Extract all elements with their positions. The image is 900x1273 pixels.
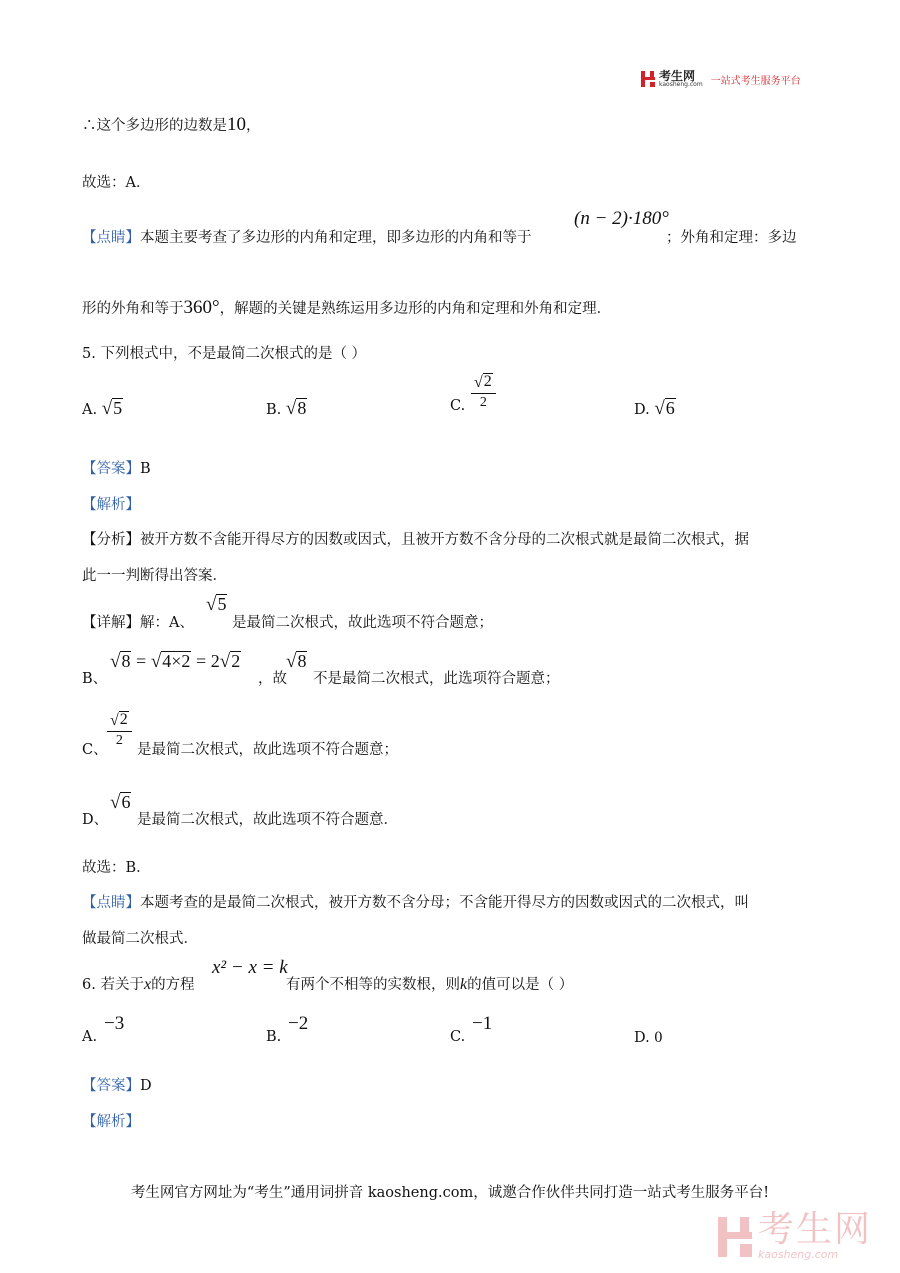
- q5-comment-line1: [82, 891, 749, 912]
- q6-answer-value: D: [140, 1078, 152, 1094]
- q6-stem-b: 的方程: [151, 977, 195, 993]
- q6-equation: x² − x = k: [212, 957, 288, 978]
- watermark-url: kaosheng.com: [758, 1248, 839, 1261]
- q5-detail-b-text: 不是最简二次根式，此选项符合题意；: [313, 671, 560, 687]
- q6-var-k: k: [460, 976, 468, 993]
- q5-comment-tag: 【点睛】: [82, 895, 140, 911]
- q5-detail-d-text: 是最简二次根式，故此选项不符合题意．: [137, 812, 398, 828]
- q4-comment-text-d: ，解题的关键是熟练运用多边形的内角和定理和外角和定理．: [219, 301, 612, 317]
- q4-formula-exterior: 360°: [183, 297, 220, 318]
- q5-stem: 5. 下列根式中，不是最简二次根式的是（ ）: [82, 346, 367, 362]
- q5-detail-a-radical: √ 5: [206, 593, 227, 615]
- q6-option-c-value: −1: [472, 1013, 493, 1034]
- q5-option-d-radical: √ 6: [654, 397, 675, 419]
- q4-formula-interior: [574, 208, 669, 230]
- q5-detail-c-num: 2: [119, 711, 128, 728]
- q6-stem-d: 的值可以是（ ）: [467, 977, 574, 993]
- q6-option-b-value: −2: [288, 1013, 309, 1034]
- q5-detail-a-prefix: 解：A、: [140, 615, 194, 631]
- q5-option-b-radical: √ 8: [285, 397, 307, 419]
- q6-var-x: x: [143, 976, 152, 993]
- q5-fenxi-tag: 【分析】: [82, 532, 140, 548]
- q4-comment-text-c: 形的外角和等于: [82, 301, 184, 317]
- q6-stem-a: 6. 若关于: [82, 977, 144, 993]
- header-slogan: 一站式考生服务平台: [710, 75, 801, 87]
- logo-icon: [641, 71, 655, 87]
- q4-comment-line1: [82, 226, 532, 247]
- q5-detail-b-eq1: =: [136, 651, 147, 671]
- q5-option-d-radicand: 6: [665, 398, 675, 418]
- q5-option-a[interactable]: [82, 398, 123, 418]
- q5-option-b-label: B.: [266, 401, 282, 418]
- brand-url: kaosheng.com: [659, 81, 703, 88]
- q5-option-c-num: 2: [483, 373, 492, 390]
- q5-detail-b-eq2: =: [196, 651, 207, 671]
- q4-conclusion-text: ∴这个多边形的边数是: [82, 118, 227, 134]
- q5-detail-d-radicand: 6: [121, 792, 131, 812]
- q5-option-b-radicand: 8: [297, 398, 307, 418]
- q6-stem-c: 有两个不相等的实数根，则: [286, 977, 460, 993]
- q5-detail-b-prefix: B、: [82, 671, 108, 687]
- header-logo[interactable]: [641, 70, 801, 88]
- q5-detail-b-r1: 8: [121, 651, 131, 672]
- q6-stem-rest: [286, 973, 573, 994]
- q5-detail-b-r4: 8: [297, 651, 307, 671]
- q5-option-c-fraction: √ 2 2: [471, 373, 496, 411]
- q5-comment-text1: 本题考查的是最简二次根式，被开方数不含分母；不含能开得尽方的因数或因式的二次根式，叫: [140, 895, 749, 911]
- q4-comment-tag: 【点睛】: [82, 230, 140, 246]
- watermark-icon: [718, 1217, 752, 1257]
- q5-answer-tag: 【答案】: [82, 461, 140, 477]
- q4-comment-line2: [82, 297, 611, 319]
- q6-option-d-label: D.: [634, 1030, 650, 1046]
- q5-detail-b-r3: 2: [231, 651, 241, 672]
- q5-option-c-den: 2: [479, 394, 487, 410]
- q5-comment-line2: 做最简二次根式．: [82, 931, 198, 947]
- q5-option-d[interactable]: [634, 398, 676, 418]
- q6-answer-line: [82, 1074, 152, 1095]
- q6-option-a-label[interactable]: A.: [82, 1029, 98, 1045]
- q5-detail-a: [82, 611, 194, 632]
- q6-answer-tag: 【答案】: [82, 1078, 140, 1094]
- q5-detail-c-text: 是最简二次根式，故此选项不符合题意；: [137, 742, 398, 758]
- q5-detail-a-text: 是最简二次根式，故此选项不符合题意；: [232, 615, 493, 631]
- q4-side-count: 10: [227, 114, 246, 135]
- q5-answer-value: B: [140, 461, 151, 477]
- q4-comment-text-a: 本题主要考查了多边形的内角和定理，即多边形的内角和等于: [140, 230, 532, 246]
- q5-option-c[interactable]: [450, 398, 465, 414]
- q5-option-a-radical: √ 5: [101, 397, 123, 419]
- q5-detail-tag: 【详解】: [82, 615, 140, 631]
- q5-detail-c-prefix: C、: [82, 742, 108, 758]
- q4-conclusion-line: [82, 114, 261, 136]
- q5-fenxi-text1: 被开方数不含能开得尽方的因数或因式，且被开方数不含分母的二次根式就是最简二次根式，据: [140, 532, 749, 548]
- brand-name: 考生网: [659, 69, 696, 83]
- q6-option-a-value: −3: [104, 1013, 125, 1034]
- q5-detail-a-radicand: 5: [217, 594, 227, 614]
- q5-option-c-label: C.: [450, 398, 466, 414]
- q4-formula-text: (n − 2)·180°: [574, 208, 669, 229]
- q5-detail-c-fraction: √ 2 2: [107, 711, 132, 749]
- q6-option-d-value: 0: [654, 1029, 663, 1046]
- q5-detail-b-equation: √ 8 = √ 4×2 = 2 √ 2: [110, 651, 241, 672]
- q5-detail-b-radical: √ 8: [286, 650, 307, 672]
- q5-answer-line: [82, 457, 151, 478]
- q5-detail-b-coef: 2: [210, 651, 220, 671]
- q6-option-c-label[interactable]: C.: [450, 1029, 466, 1045]
- footer-text[interactable]: 考生网官方网址为“考生”通用词拼音 kaosheng.com，诚邀合作伙伴共同打造一站式考生服务平台!: [130, 1185, 770, 1201]
- q6-analysis-tag: 【解析】: [82, 1114, 140, 1130]
- q5-analysis-tag: 【解析】: [82, 497, 140, 513]
- q5-detail-b-mid: ，故: [258, 671, 287, 687]
- q5-option-a-radicand: 5: [113, 398, 123, 418]
- q5-detail-d-prefix: D、: [82, 812, 109, 828]
- q6-option-d[interactable]: [634, 1029, 662, 1047]
- q4-comment-text-b: ；外角和定理：多边: [666, 230, 797, 246]
- q4-conclusion-punct: ，: [246, 118, 261, 134]
- q5-choice-line: 故选：B．: [82, 860, 151, 876]
- q5-fenxi-line1: [82, 528, 749, 549]
- q5-detail-d-radical: √ 6: [110, 791, 131, 813]
- watermark-logo: [718, 1209, 873, 1261]
- q5-fenxi-line2: 此一一判断得出答案．: [82, 568, 227, 584]
- q5-detail-c-den: 2: [115, 732, 123, 748]
- q6-stem: [82, 973, 195, 994]
- q4-choice-line: 故选：A．: [82, 175, 151, 191]
- q5-option-a-label: A.: [82, 401, 98, 418]
- q6-option-b-label[interactable]: B.: [266, 1029, 282, 1045]
- q5-detail-b-r2: 4×2: [162, 651, 191, 672]
- q5-option-b[interactable]: [266, 398, 307, 418]
- q5-option-d-label: D.: [634, 401, 650, 418]
- watermark-text: 考生网: [758, 1209, 873, 1250]
